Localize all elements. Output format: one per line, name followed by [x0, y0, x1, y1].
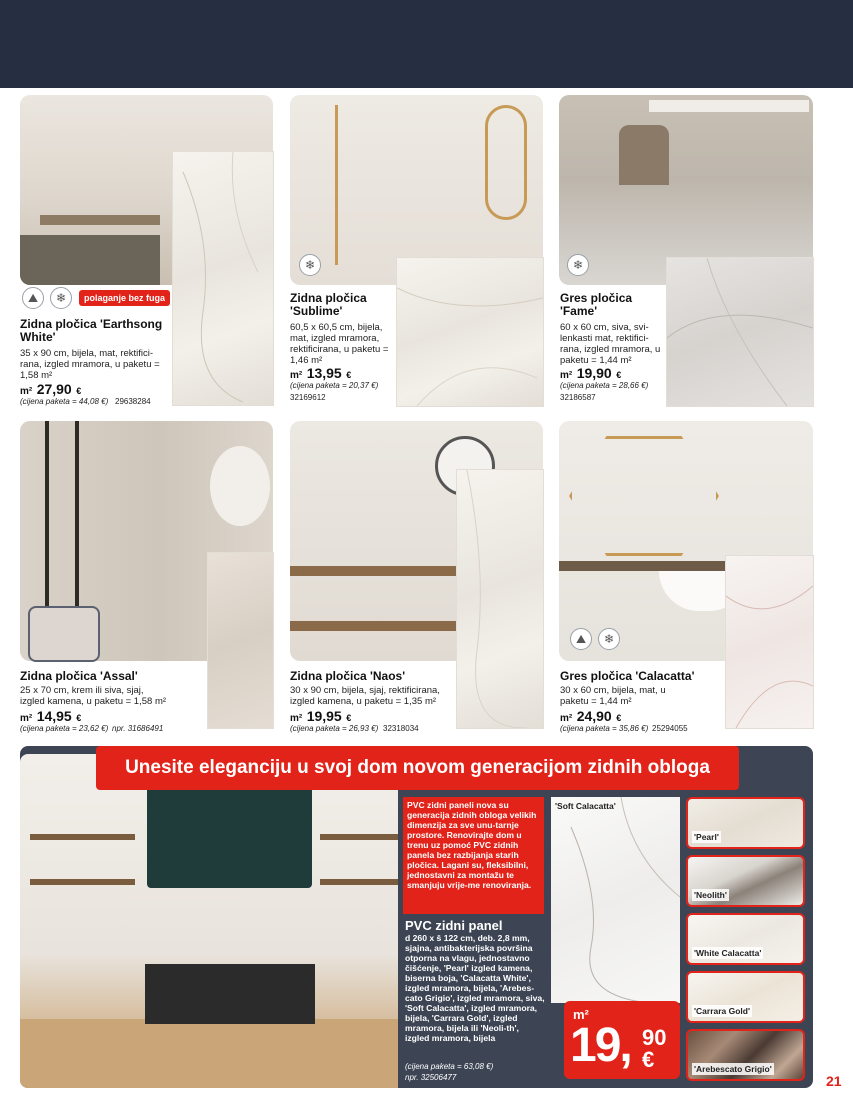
tile-swatch-calacatta — [726, 556, 813, 728]
product-sku: 32186587 — [560, 393, 596, 402]
tile-swatch-earthsong — [173, 152, 273, 405]
pvc-variant-carrara-gold: 'Carrara Gold' — [686, 971, 805, 1023]
product-title: Zidna pločica 'Assal' — [20, 669, 138, 683]
product-desc: 25 x 70 cm, krem ili siva, sjaj, izgled kamena, u paketu = 1,58 m² — [20, 685, 167, 707]
product-desc: 35 x 90 cm, bijela, mat, rektifici-rana, izgled mramora, u paketu = 1,58 m² — [20, 348, 160, 381]
pvc-variant-pearl: 'Pearl' — [686, 797, 805, 849]
product-title: Gres pločica 'Fame' — [560, 291, 633, 318]
tile-swatch-fame — [667, 258, 813, 406]
anti-slip-r9-icon: ⛰ — [570, 628, 592, 650]
pvc-banner: Unesite eleganciju u svoj dom novom generacijom zidnih obloga — [96, 746, 739, 790]
badge-polaganje: polaganje bez fuga — [79, 290, 170, 306]
product-desc: 60,5 x 60,5 cm, bijela, mat, izgled mramora, rektificirana, u paketu = 1,46 m² — [290, 322, 389, 366]
frost-resistant-icon: ❄ — [299, 254, 321, 276]
product-photo-sublime — [290, 95, 543, 285]
price-integer: 19, — [570, 1019, 631, 1072]
product-title: Zidna pločica 'Naos' — [290, 669, 406, 683]
tile-swatch-naos — [457, 470, 543, 728]
product-price: m² 27,90 € — [20, 381, 82, 397]
product-price: m² 13,95 € — [290, 365, 352, 381]
product-sku: 32169612 — [290, 393, 326, 402]
product-desc: 30 x 60 cm, bijela, mat, u paketu = 1,44 m² — [560, 685, 666, 707]
package-price: (cijena paketa = 20,37 €) — [290, 381, 379, 390]
product-title: Zidna pločica 'Earthsong White' — [20, 317, 163, 344]
header-bar — [0, 0, 853, 88]
pvc-info-box: PVC zidni paneli nova su generacija zidnih obloga velikih dimenzija za sve unu-tarnje prostore. Renovirajte dom u trenu uz pomoć PVC zidnih panela bez razbijanja starih pločica. Lagani su, fleksibilni, jednostavni za montažu te smanjuju vrije-me renoviranja. — [403, 797, 544, 914]
product-sku: 25294055 — [652, 724, 688, 733]
pvc-kitchen-photo — [20, 754, 398, 1088]
product-desc: 60 x 60 cm, siva, svi-lenkasti mat, rektifici-rana, izgled mramora, u paketu = 1,44 m² — [560, 322, 661, 366]
page-number: 21 — [826, 1073, 842, 1089]
price-unit: m² — [573, 1007, 589, 1022]
product-photo-fame — [559, 95, 813, 285]
product-title: Zidna pločica 'Sublime' — [290, 291, 367, 318]
package-price: (cijena paketa = 44,08 €) — [20, 397, 109, 406]
product-price: m² 19,95 € — [290, 708, 352, 724]
tile-color-sample-grey — [28, 606, 100, 662]
package-price: (cijena paketa = 28,66 €) — [560, 381, 649, 390]
tile-swatch-sublime — [397, 258, 543, 406]
package-price: (cijena paketa = 35,86 €) — [560, 724, 649, 733]
pvc-variant-neolith: 'Neolith' — [686, 855, 805, 907]
anti-slip-r11-icon: ⛰ — [22, 287, 44, 309]
frost-resistant-icon: ❄ — [567, 254, 589, 276]
package-price: (cijena paketa = 26,93 €) — [290, 724, 379, 733]
pvc-price-tag — [564, 1001, 680, 1079]
product-title: Gres pločica 'Calacatta' — [560, 669, 695, 683]
pvc-variant-white-calacatta: 'White Calacatta' — [686, 913, 805, 965]
pvc-desc: d 260 x š 122 cm, deb. 2,8 mm, sjajna, antibakterijska površina otporna na vlagu, jednostavno čišćenje, 'Pearl' izgled kamena, biserna boja, 'Calacatta White', izgled mramora, bijela, 'Arebes-cato Grigio', izgled mramora, siva, 'Soft Calacatta', izgled mramora, bijela, 'Carrara Gold', izgled mramora, bijela ili 'Neoli-th', izgled mramora, bijela — [405, 933, 545, 1043]
pvc-label-soft-calacatta: 'Soft Calacatta' — [555, 801, 616, 811]
product-price: m² 14,95 € — [20, 708, 82, 724]
frost-resistant-icon: ❄ — [50, 287, 72, 309]
frost-resistant-icon: ❄ — [598, 628, 620, 650]
product-sku: npr. 31686491 — [112, 724, 164, 733]
price-decimal: 90 — [642, 1025, 667, 1050]
pvc-sku: npr. 32506477 — [405, 1073, 457, 1082]
pvc-package-price: (cijena paketa = 63,08 €) — [405, 1062, 494, 1071]
pvc-title: PVC zidni panel — [405, 918, 503, 933]
package-price: (cijena paketa = 23,62 €) — [20, 724, 109, 733]
pvc-swatch-soft-calacatta — [551, 797, 680, 1003]
product-price: m² 19,90 € — [560, 365, 622, 381]
product-desc: 30 x 90 cm, bijela, sjaj, rektificirana, izgled kamena, u paketu = 1,35 m² — [290, 685, 440, 707]
price-euro: € — [642, 1047, 655, 1072]
pvc-variant-arebescato-grigio: 'Arebescato Grigio' — [686, 1029, 805, 1081]
product-sku: 32318034 — [383, 724, 419, 733]
product-price: m² 24,90 € — [560, 708, 622, 724]
tile-swatch-assal — [208, 553, 273, 728]
product-sku: 29638284 — [115, 397, 151, 406]
